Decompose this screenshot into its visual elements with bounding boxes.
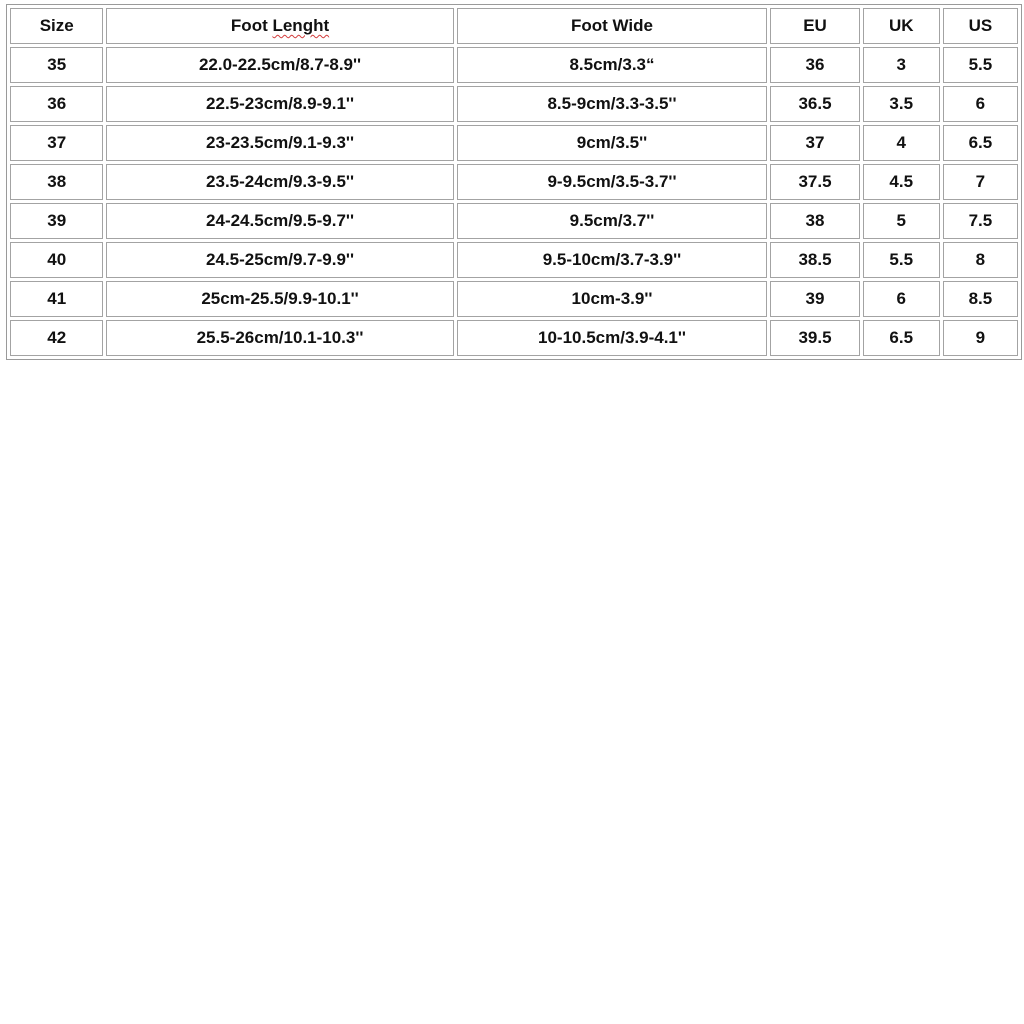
cell-us: 6.5: [943, 125, 1018, 161]
cell-eu: 38.5: [770, 242, 859, 278]
cell-size: 41: [10, 281, 103, 317]
cell-size: 37: [10, 125, 103, 161]
table-row: [10, 320, 1018, 356]
cell-foot-length: 24.5-25cm/9.7-9.9'': [106, 242, 453, 278]
cell-foot-length: 22.5-23cm/8.9-9.1'': [106, 86, 453, 122]
header-size: Size: [10, 8, 103, 44]
size-chart-sheet: [6, 4, 1022, 360]
cell-us: 8: [943, 242, 1018, 278]
cell-uk: 6.5: [863, 320, 940, 356]
cell-foot-length: 23.5-24cm/9.3-9.5'': [106, 164, 453, 200]
cell-foot-length: 22.0-22.5cm/8.7-8.9'': [106, 47, 453, 83]
size-chart-table: [6, 4, 1022, 360]
table-row: [10, 86, 1018, 122]
cell-foot-wide: 8.5cm/3.3“: [457, 47, 768, 83]
cell-eu: 38: [770, 203, 859, 239]
cell-foot-wide: 10-10.5cm/3.9-4.1'': [457, 320, 768, 356]
table-row: [10, 281, 1018, 317]
cell-size: 39: [10, 203, 103, 239]
cell-foot-wide: 9cm/3.5'': [457, 125, 768, 161]
cell-foot-wide: 8.5-9cm/3.3-3.5'': [457, 86, 768, 122]
cell-us: 7: [943, 164, 1018, 200]
cell-foot-wide: 9-9.5cm/3.5-3.7'': [457, 164, 768, 200]
cell-size: 35: [10, 47, 103, 83]
cell-uk: 4.5: [863, 164, 940, 200]
table-row: [10, 47, 1018, 83]
cell-us: 5.5: [943, 47, 1018, 83]
cell-foot-length: 25cm-25.5/9.9-10.1'': [106, 281, 453, 317]
cell-foot-wide: 9.5cm/3.7'': [457, 203, 768, 239]
cell-eu: 36.5: [770, 86, 859, 122]
cell-size: 40: [10, 242, 103, 278]
cell-eu: 37.5: [770, 164, 859, 200]
cell-size: 36: [10, 86, 103, 122]
header-foot-length: [106, 8, 453, 44]
cell-foot-wide: 10cm-3.9'': [457, 281, 768, 317]
cell-eu: 37: [770, 125, 859, 161]
table-row: [10, 242, 1018, 278]
cell-eu: 36: [770, 47, 859, 83]
cell-uk: 4: [863, 125, 940, 161]
table-row: [10, 164, 1018, 200]
cell-size: 38: [10, 164, 103, 200]
cell-us: 7.5: [943, 203, 1018, 239]
cell-uk: 3: [863, 47, 940, 83]
header-us: US: [943, 8, 1018, 44]
cell-uk: 6: [863, 281, 940, 317]
cell-eu: 39.5: [770, 320, 859, 356]
cell-us: 6: [943, 86, 1018, 122]
cell-foot-length: 24-24.5cm/9.5-9.7'': [106, 203, 453, 239]
cell-eu: 39: [770, 281, 859, 317]
header-foot-length-prefix: Foot: [230, 16, 273, 35]
table-header-row: [10, 8, 1018, 44]
header-foot-length-misspelled-word: Lenght: [272, 16, 330, 35]
cell-size: 42: [10, 320, 103, 356]
cell-uk: 3.5: [863, 86, 940, 122]
cell-uk: 5: [863, 203, 940, 239]
table-body: [10, 47, 1018, 356]
header-eu: EU: [770, 8, 859, 44]
table-row: [10, 203, 1018, 239]
cell-us: 8.5: [943, 281, 1018, 317]
cell-foot-wide: 9.5-10cm/3.7-3.9'': [457, 242, 768, 278]
cell-foot-length: 23-23.5cm/9.1-9.3'': [106, 125, 453, 161]
header-uk: UK: [863, 8, 940, 44]
cell-uk: 5.5: [863, 242, 940, 278]
table-row: [10, 125, 1018, 161]
cell-foot-length: 25.5-26cm/10.1-10.3'': [106, 320, 453, 356]
header-foot-wide: Foot Wide: [457, 8, 768, 44]
cell-us: 9: [943, 320, 1018, 356]
